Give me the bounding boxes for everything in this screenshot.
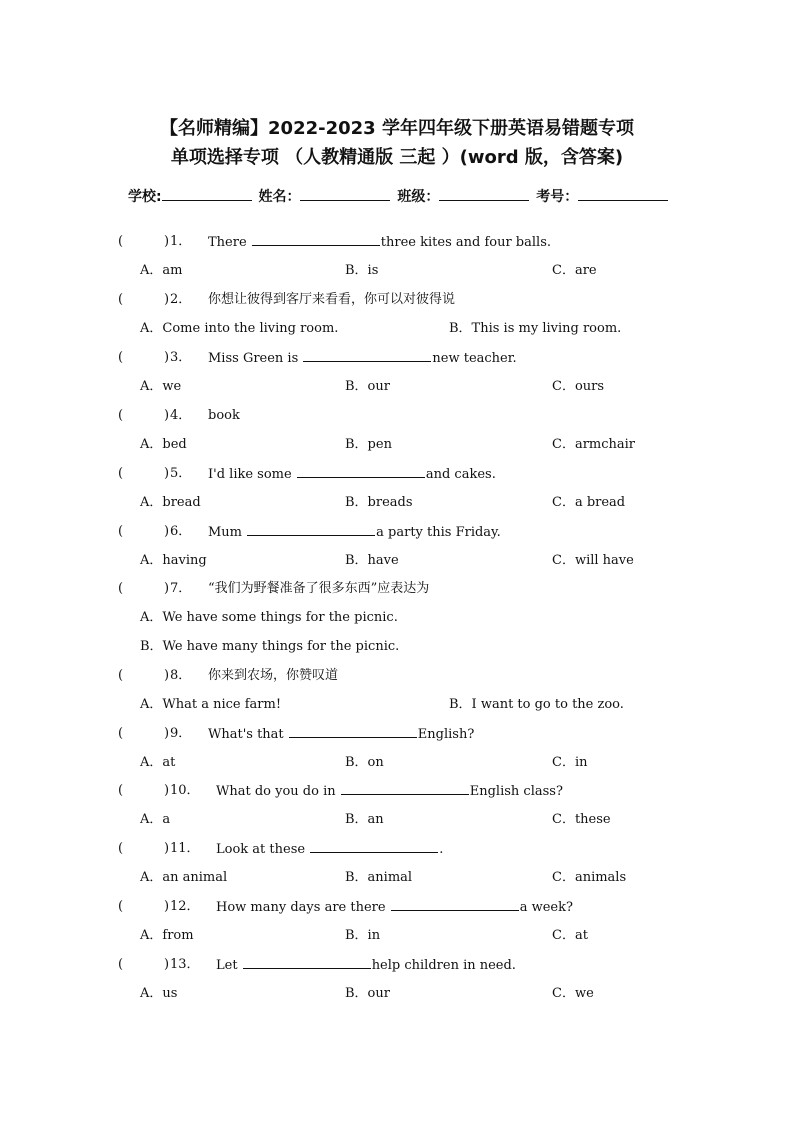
- stem-text-before: 你想让彼得到客厅来看看，你可以对彼得说: [208, 292, 456, 307]
- answer-paren-close[interactable]: ): [164, 783, 170, 798]
- stem-text-before: Look at these: [216, 842, 310, 857]
- option-a[interactable]: A．Come into the living room.: [140, 321, 339, 336]
- school-label: 学校:: [128, 189, 162, 205]
- answer-paren-close[interactable]: ): [164, 957, 170, 972]
- stem-text-before: 你来到农场，你赞叹道: [208, 668, 339, 683]
- exam-number-label: 考号：: [536, 189, 579, 205]
- question-stem: [208, 667, 338, 685]
- question-stem: [216, 782, 563, 801]
- answer-paren-close[interactable]: ): [164, 841, 170, 856]
- option-a[interactable]: A．we: [140, 379, 182, 394]
- option-b[interactable]: B．an: [345, 812, 384, 827]
- option-b[interactable]: B．breads: [345, 495, 413, 510]
- question-number: 9．: [170, 726, 192, 741]
- answer-paren-open[interactable]: (: [118, 581, 124, 596]
- fill-in-blank[interactable]: [341, 782, 469, 795]
- option-a[interactable]: A．from: [140, 928, 194, 943]
- answer-paren-open[interactable]: (: [118, 957, 124, 972]
- option-c[interactable]: C．in: [552, 755, 588, 770]
- question-stem: [208, 523, 501, 542]
- option-b[interactable]: B．We have many things for the picnic.: [140, 639, 400, 654]
- option-c[interactable]: C．are: [552, 263, 597, 278]
- option-b[interactable]: B．our: [345, 379, 390, 394]
- question-number: 4．: [170, 408, 192, 423]
- answer-paren-close[interactable]: ): [164, 524, 170, 539]
- answer-paren-open[interactable]: (: [118, 726, 124, 741]
- stem-text-after: three kites and four balls.: [380, 235, 551, 250]
- name-label: 姓名：: [258, 189, 301, 205]
- fill-in-blank[interactable]: [247, 523, 375, 536]
- title-line-1: 【名师精编】2022-2023 学年四年级下册英语易错题专项: [160, 118, 634, 139]
- question-number: 11．: [170, 841, 200, 856]
- option-b[interactable]: B．have: [345, 553, 399, 568]
- stem-text-after: English?: [417, 727, 475, 742]
- option-c[interactable]: C．a bread: [552, 495, 626, 510]
- fill-in-blank[interactable]: [252, 233, 380, 246]
- school-blank[interactable]: [162, 186, 252, 201]
- stem-text-after: new teacher.: [432, 351, 517, 366]
- question-number: 7．: [170, 581, 192, 596]
- option-c[interactable]: C．animals: [552, 870, 627, 885]
- question-stem: [208, 465, 496, 484]
- stem-text-after: help children in need.: [371, 958, 516, 973]
- option-a[interactable]: A．bread: [140, 495, 201, 510]
- question-stem: [208, 580, 429, 598]
- stem-text-before: How many days are there: [216, 900, 390, 915]
- stem-text-before: Miss Green is: [208, 351, 303, 366]
- answer-paren-open[interactable]: (: [118, 899, 124, 914]
- option-a[interactable]: A．an animal: [140, 870, 228, 885]
- option-a[interactable]: A．having: [140, 553, 207, 568]
- question-stem: [208, 349, 517, 368]
- stem-text-after: .: [439, 842, 444, 857]
- answer-paren-close[interactable]: ): [164, 726, 170, 741]
- question-stem: [216, 956, 516, 975]
- question-number: 1．: [170, 234, 192, 249]
- answer-paren-open[interactable]: (: [118, 292, 124, 307]
- stem-text-after: a week?: [519, 900, 573, 915]
- stem-text-before: “我们为野餐准备了很多东西”应表达为: [208, 581, 430, 596]
- question-stem: [208, 407, 240, 425]
- name-blank[interactable]: [300, 186, 390, 201]
- fill-in-blank[interactable]: [310, 840, 438, 853]
- option-c[interactable]: C．at: [552, 928, 588, 943]
- option-a[interactable]: A．We have some things for the picnic.: [140, 610, 398, 625]
- option-b[interactable]: B．animal: [345, 870, 413, 885]
- option-c[interactable]: C．will have: [552, 553, 634, 568]
- option-a[interactable]: A．am: [140, 263, 183, 278]
- question-number: 5．: [170, 466, 192, 481]
- option-a[interactable]: A．What a nice farm!: [140, 697, 282, 712]
- exam-number-blank[interactable]: [578, 186, 668, 201]
- question-number: 6．: [170, 524, 192, 539]
- fill-in-blank[interactable]: [289, 725, 417, 738]
- fill-in-blank[interactable]: [303, 349, 431, 362]
- option-a[interactable]: A．at: [140, 755, 176, 770]
- answer-paren-close[interactable]: ): [164, 466, 170, 481]
- option-b[interactable]: B．in: [345, 928, 381, 943]
- title-line-2: 单项选择专项 （人教精通版 三起 ）(word 版，含答案): [170, 147, 624, 168]
- stem-text-before: Mum: [208, 525, 247, 540]
- stem-text-before: What do you do in: [216, 784, 340, 799]
- class-blank[interactable]: [439, 186, 529, 201]
- option-a[interactable]: A．us: [140, 986, 178, 1001]
- answer-paren-open[interactable]: (: [118, 466, 124, 481]
- question-number: 12．: [170, 899, 200, 914]
- option-b[interactable]: B．This is my living room.: [449, 321, 622, 336]
- option-c[interactable]: C．ours: [552, 379, 605, 394]
- option-c[interactable]: C．armchair: [552, 437, 636, 452]
- stem-text-before: I'd like some: [208, 467, 296, 482]
- answer-paren-close[interactable]: ): [164, 668, 170, 683]
- answer-paren-open[interactable]: (: [118, 524, 124, 539]
- question-number: 3．: [170, 350, 192, 365]
- question-stem: [208, 291, 455, 309]
- answer-paren-close[interactable]: ): [164, 899, 170, 914]
- answer-paren-close[interactable]: ): [164, 408, 170, 423]
- stem-text-before: There: [208, 235, 251, 250]
- stem-text-after: English class?: [469, 784, 563, 799]
- question-stem: [216, 898, 573, 917]
- answer-paren-close[interactable]: ): [164, 581, 170, 596]
- question-number: 2．: [170, 292, 192, 307]
- question-number: 13．: [170, 957, 200, 972]
- fill-in-blank[interactable]: [391, 898, 519, 911]
- option-b[interactable]: B．pen: [345, 437, 392, 452]
- option-b[interactable]: B．I want to go to the zoo.: [449, 697, 624, 712]
- fill-in-blank[interactable]: [243, 956, 371, 969]
- option-c[interactable]: C．we: [552, 986, 594, 1001]
- answer-paren-open[interactable]: (: [118, 234, 124, 249]
- option-b[interactable]: B．our: [345, 986, 390, 1001]
- answer-paren-close[interactable]: ): [164, 292, 170, 307]
- option-b[interactable]: B．is: [345, 263, 379, 278]
- stem-text-after: and cakes.: [425, 467, 496, 482]
- question-stem: [216, 840, 443, 859]
- answer-paren-open[interactable]: (: [118, 841, 124, 856]
- answer-paren-open[interactable]: (: [118, 783, 124, 798]
- question-number: 10．: [170, 783, 200, 798]
- answer-paren-open[interactable]: (: [118, 408, 124, 423]
- question-number: 8．: [170, 668, 192, 683]
- option-a[interactable]: A．a: [140, 812, 171, 827]
- stem-text-after: a party this Friday.: [376, 525, 501, 540]
- option-b[interactable]: B．on: [345, 755, 384, 770]
- answer-paren-open[interactable]: (: [118, 668, 124, 683]
- class-label: 班级：: [397, 189, 440, 205]
- answer-paren-close[interactable]: ): [164, 234, 170, 249]
- fill-in-blank[interactable]: [297, 465, 425, 478]
- student-info-row: [128, 186, 688, 207]
- question-stem: [208, 233, 551, 252]
- stem-text-before: book: [208, 408, 240, 423]
- option-a[interactable]: A．bed: [140, 437, 187, 452]
- stem-text-before: What's that: [208, 727, 288, 742]
- option-c[interactable]: C．these: [552, 812, 611, 827]
- answer-paren-close[interactable]: ): [164, 350, 170, 365]
- answer-paren-open[interactable]: (: [118, 350, 124, 365]
- question-stem: [208, 725, 474, 744]
- stem-text-before: Let: [216, 958, 242, 973]
